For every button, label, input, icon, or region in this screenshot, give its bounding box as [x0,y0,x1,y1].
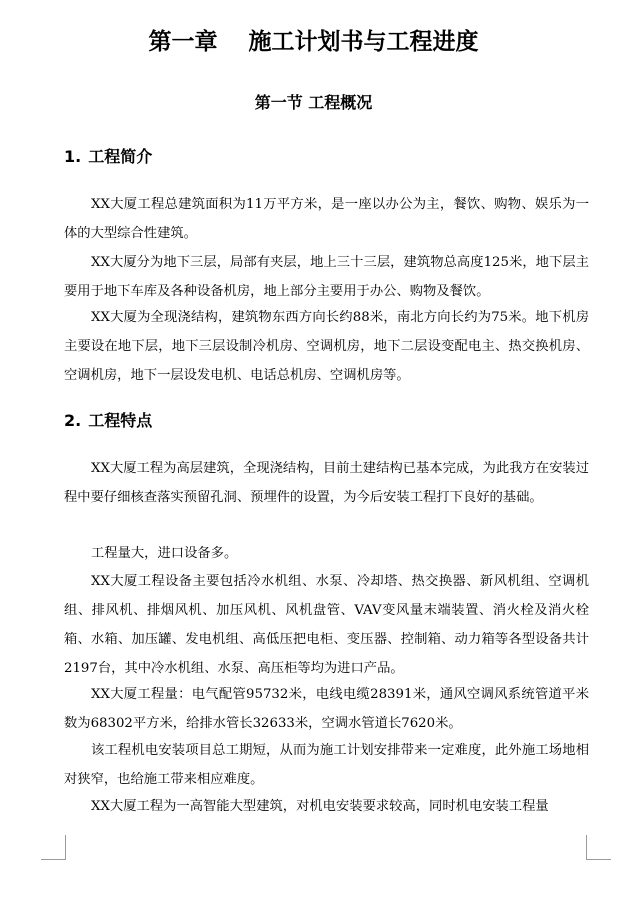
subsection-title: 工程特点 [88,411,153,430]
chapter-title: 第一章 施工计划书与工程进度 [148,29,479,55]
paragraph: XX大厦工程为一高智能大型建筑，对机电安装要求较高，同时机电安装工程量 [91,799,549,814]
subsection-number: 2. [64,411,82,430]
paragraph: XX大厦工程总建筑面积为11万平方米，是一座以办公为主，餐饮、购物、娱乐为一体的大型综合性建筑。 [64,197,589,241]
subsection-number: 1. [64,147,82,166]
page-corner-mark-left [41,835,66,860]
paragraph: 该工程机电安装项目总工期短，从而为施工计划安排带来一定难度，此外施工场地相对狭窄，也给施工带来相应难度。 [64,743,589,787]
subsection-heading-1 [64,145,152,169]
subsection-heading-2 [64,409,152,433]
paragraph: 工程量大，进口设备多。 [91,546,238,561]
paragraph: XX大厦为全现浇结构，建筑物东西方向长约88米，南北方向长约为75米。地下机房主要设在地下层，地下三层设制冷机房、空调机房，地下二层设变配电主、热交换机房、空调机房，地下一层设发电机、电话总机房、空调机房等。 [64,310,589,383]
paragraph: XX大厦工程设备主要包括冷水机组、水泵、冷却塔、热交换器、新风机组、空调机组、排风机、排烟风机、加压风机、风机盘管、VAV变风量末端装置、消火栓及消火栓箱、水箱、加压罐、发电机组、高低压把电柜、变压器、控制箱、动力箱等各型设备共计2197台，其中冷水机组、水泵、高压柜等均为进口产品。 [64,574,589,676]
paragraph: XX大厦工程量：电气配管95732米，电线电缆28391米，通风空调风系统管道平米数为68302平方米，给排水管长32633米，空调水管道长7620米。 [64,687,589,731]
page-corner-mark-right [586,835,611,860]
subsection-title: 工程简介 [88,147,153,166]
section-title: 第一节 工程概况 [254,93,373,112]
paragraph: XX大厦工程为高层建筑，全现浇结构，目前土建结构已基本完成，为此我方在安装过程中要仔细核查落实预留孔洞、预埋件的设置，为今后安装工程打下良好的基础。 [64,461,589,505]
paragraph: XX大厦分为地下三层，局部有夹层，地上三十三层，建筑物总高度125米，地下层主要用于地下车库及各种设备机房，地上部分主要用于办公、购物及餐饮。 [64,255,589,299]
